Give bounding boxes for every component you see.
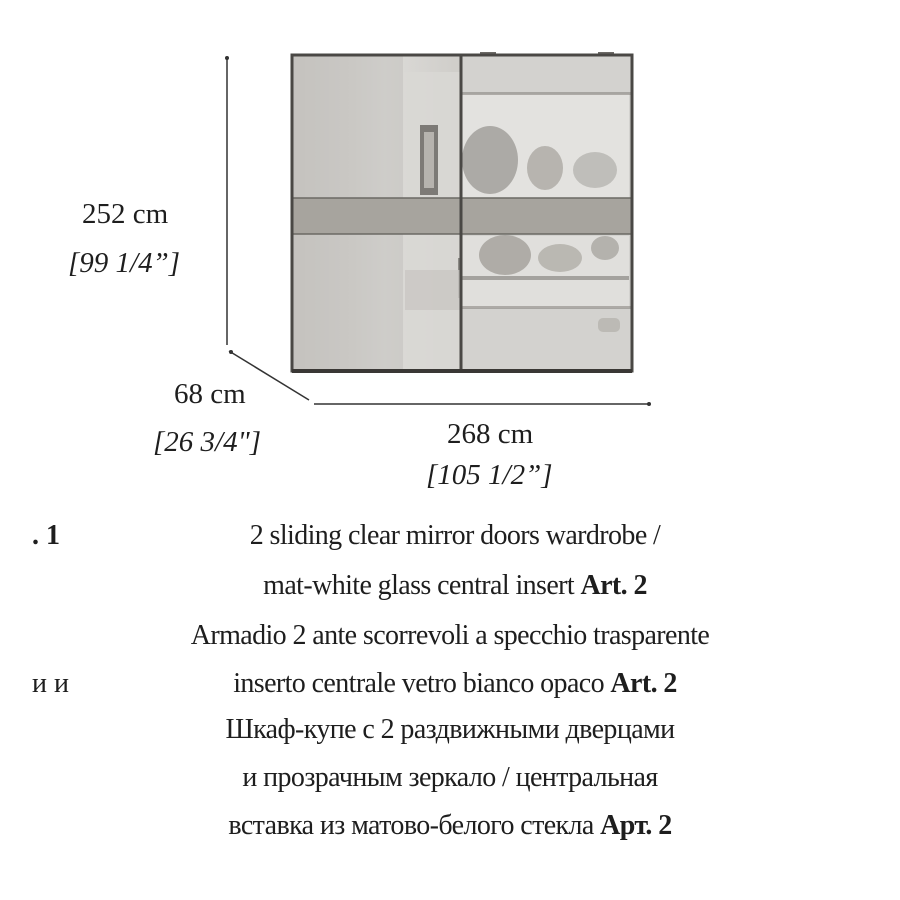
description-ru-text: вставка из матово-белого стекла bbox=[228, 810, 594, 841]
description-en-line-1: 2 sliding clear mirror doors wardrobe / bbox=[249, 520, 661, 551]
depth-dimension-tick bbox=[229, 350, 233, 354]
description-it-line-2 bbox=[0, 670, 900, 698]
description-en-line-2 bbox=[0, 572, 900, 600]
edge-letters-fragment: и и bbox=[32, 668, 69, 699]
description-ru-line-2: и прозрачным зеркало / центральная bbox=[242, 762, 658, 793]
description-it-line-1: Armadio 2 ante scorrevoli a specchio trasparente bbox=[190, 620, 710, 651]
description-ru-line-1: Шкаф-купе с 2 раздвижными дверцами bbox=[225, 714, 675, 745]
width-in-label: [105 1/2”] bbox=[426, 459, 553, 491]
edge-number-fragment: . 1 bbox=[32, 520, 60, 551]
depth-in-label: [26 3/4"] bbox=[153, 426, 262, 458]
width-cm-label: 268 cm bbox=[447, 418, 534, 450]
width-dimension-tick bbox=[647, 402, 651, 406]
height-cm-label: 252 cm bbox=[82, 198, 169, 230]
height-in-label: [99 1/4”] bbox=[68, 247, 181, 279]
description-ru-line-3 bbox=[0, 812, 900, 840]
article-number-it: Art. 2 bbox=[610, 668, 677, 699]
description-en-text: mat-white glass central insert bbox=[263, 570, 575, 601]
depth-cm-label: 68 cm bbox=[174, 378, 246, 410]
height-dimension-tick bbox=[225, 56, 229, 60]
article-number-en: Art. 2 bbox=[580, 570, 647, 601]
wardrobe bbox=[292, 52, 632, 372]
description-it-text: inserto centrale vetro bianco opaco bbox=[233, 668, 605, 699]
article-number-ru: Арт. 2 bbox=[600, 810, 672, 841]
